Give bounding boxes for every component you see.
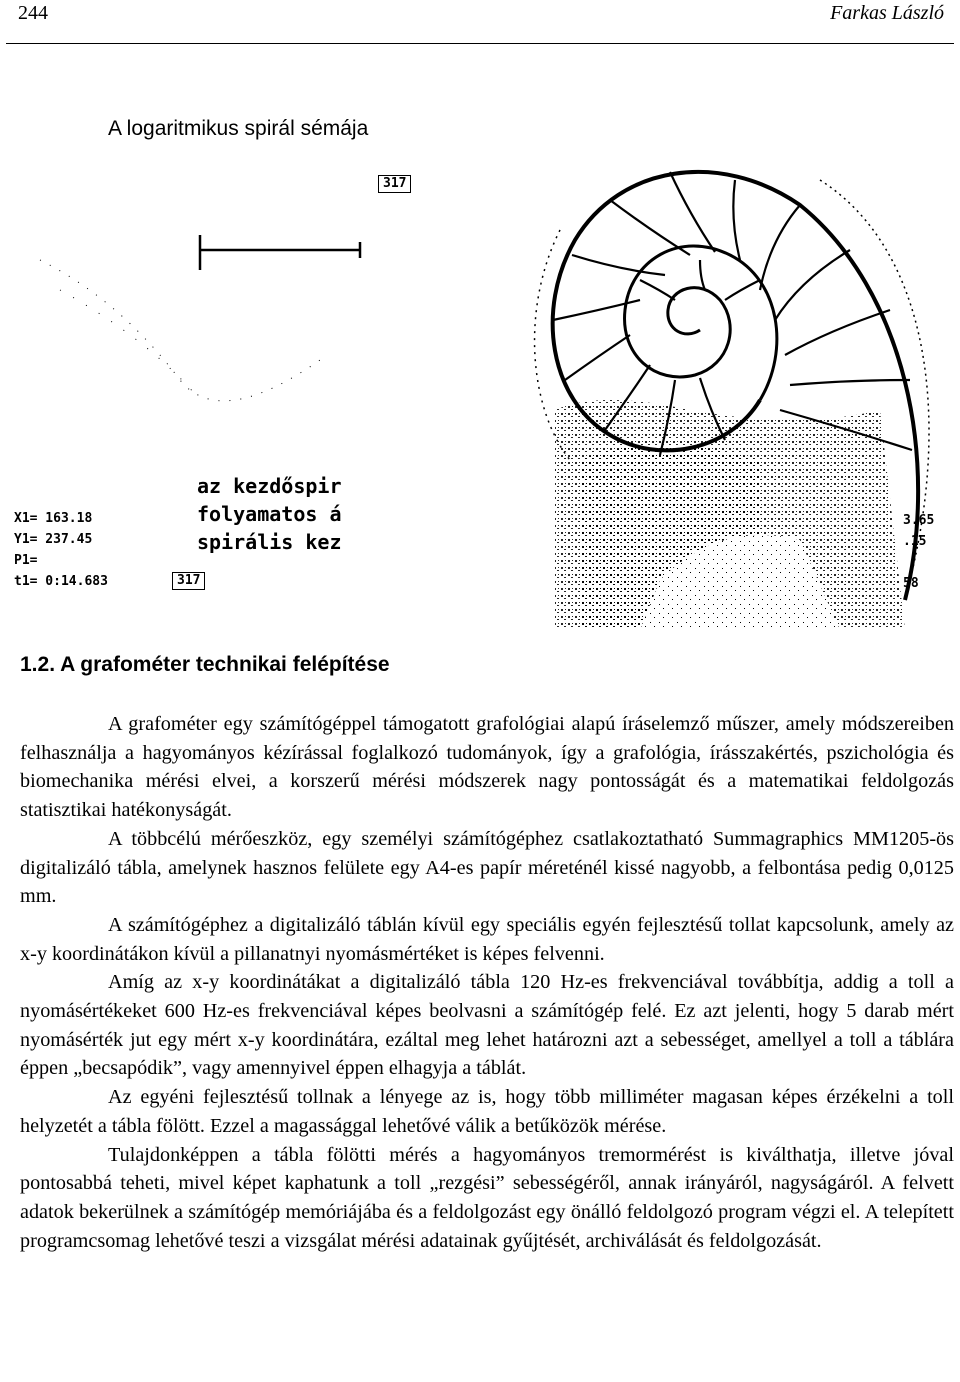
counter-box-top: 317 [378, 175, 411, 193]
spiral-illustration [0, 160, 960, 635]
paragraph: A grafométer egy számítógéppel támogatott grafológiai alapú íráselemző műszer, amely módszereiben felhasználja a hagyományos kézírással foglalkozó tudományok, így a grafológia, írásszakértés, pszichológia és biomechanika mérési elvei, a korszerű mérési módszerek nagy pontosságát és a matematikai feldolgozás statisztikai hatékonyságát. [20, 713, 954, 822]
page-number: 244 [18, 2, 48, 24]
figure-log-spiral [0, 160, 960, 635]
paragraph: Az egyéni fejlesztésű tollnak a lényege az is, hogy több milliméter magasan képes érzékelni a toll helyzetét a tábla fölött. Ezzel a magassággal lehetővé válik a betűközök mérése. [20, 1086, 954, 1137]
readout-right-line: .15 [903, 534, 927, 549]
paragraph: Tulajdonképpen a tábla fölötti mérés a hagyományos tremormérést is kiválthatja, illetve jóval pontosabbá teheti, mivel képet kaphatunk a toll „rezgési” sebességéről, annak irányáról, nagyságáról. A felvett adatok bekerülnek a számítógép memóriájába és a feldolgozást egy önálló feldolgozó program végzi el. A telepített programcsomag lehetővé teszi a vizsgálat mérési adatainak gyűjtését, archiválását és feldolgozását. [20, 1143, 954, 1252]
running-author: Farkas László [830, 2, 944, 24]
overlay-line: az kezdőspir [197, 474, 342, 498]
body-text [20, 710, 954, 1255]
header-rule [6, 43, 954, 44]
page-header [0, 0, 960, 45]
readout-t: t1= 0:14.683 [14, 574, 108, 589]
paragraph: Amíg az x-y koordinátákat a digitalizáló tábla 120 Hz-es frekvenciával továbbítja, addig a toll a nyomásértékeket 600 Hz-es frekvenciával képes beolvasni a számítógép felé. Ez azt jelenti, hogy 5 darab mért nyomásérték jut egy mért x-y koordinátára, ezáltal meg lehet határozni azt a sebességet, amellyel a toll a táblára éppen „becsapódik”, vagy amennyivel éppen elhagyja a táblát. [20, 971, 954, 1080]
coordinate-readout-right [903, 510, 934, 594]
paragraph: A számítógéphez a digitalizáló táblán kívül egy speciális egyén fejlesztésű tollat kapcsolunk, amely az x-y koordinátákon kívül a pillanatnyi nyomásmértéket is képes felvenni. [20, 913, 954, 965]
overlay-line: spirális kez [197, 530, 342, 554]
readout-right-line [903, 552, 934, 573]
readout-x: X1= 163.18 [14, 511, 93, 526]
screen-overlay-text [197, 472, 367, 556]
section-title: 1.2. A grafométer technikai felépítése [20, 653, 390, 676]
readout-right-line: 58 [903, 576, 919, 591]
readout-right-line: 3.65 [903, 513, 935, 528]
coordinate-readout-left [14, 508, 108, 592]
readout-y: Y1= 237.45 [14, 532, 93, 547]
paragraph: A többcélú mérőeszköz, egy személyi számítógéphez csatlakoztatható Summagraphics MM1205-ös digitalizáló tábla, amelynek hasznos felülete egy A4-es papír méreténél kissé nagyobb, a felbontása pedig 0,0125 mm. [20, 827, 954, 908]
readout-p: P1= [14, 553, 38, 568]
counter-box-bottom: 317 [172, 572, 205, 590]
figure-caption: A logaritmikus spirál sémája [108, 117, 369, 140]
overlay-line: folyamatos á [197, 502, 342, 526]
